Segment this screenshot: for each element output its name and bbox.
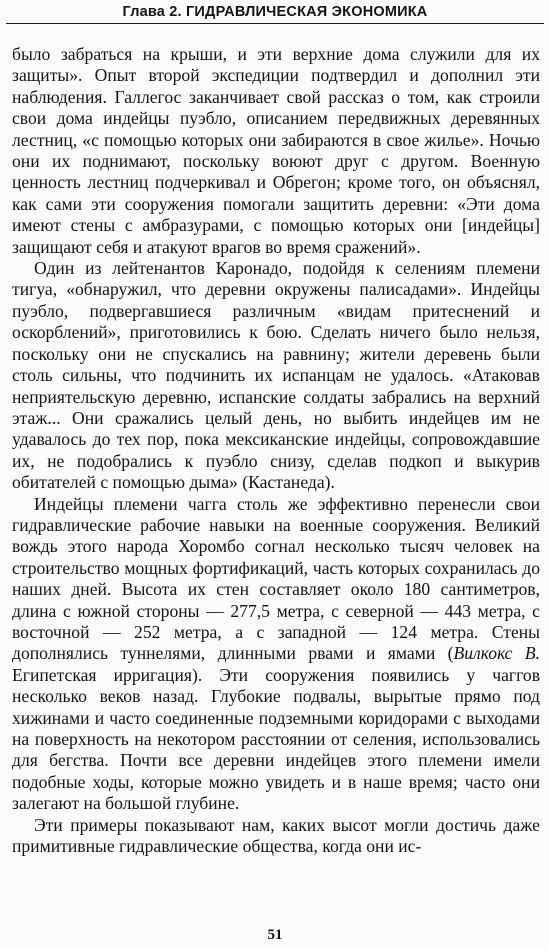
- paragraph-1: было забраться на крыши, и эти верхние дома служили для их защиты». Опыт второй экспедиции подтвердил и дополнил эти наблюдения. Галлегос заканчивает свой рассказ о том, как строили свои дома индейцы пуэбло, описанием передвижных деревянных лестниц, «с помощью которых они забираются в свое жилье». Ночью они их поднимают, поскольку воюют друг с другом. Военную ценность лестниц подчеркивал и Обрегон; кроме того, он объяснял, как сами эти сооружения помогали защитить деревни: «Эти дома имеют стены с амбразурами, с помощью которых они [индейцы] защищают себя и атакуют врагов во время сражений».: [12, 44, 540, 257]
- body-text: [12, 44, 540, 857]
- paragraph-3-text-after: Египетская ирригация). Эти сооружения появились у чаггов несколько веков назад. Глубокие подвалы, вырытые прямо под хижинами и часто соединенные подземными коридорами с выходами на поверхность на некотором расстоянии от селения, использовались для бегства. Почти все деревни индейцев этого племени имели подобные ходы, которые можно увидеть и в наше время; часто они залегают на большой глубине.: [12, 664, 540, 814]
- citation-author: Вилкокс В.: [453, 643, 541, 664]
- paragraph-3-text-before: Индейцы племени чагга столь же эффективно перенесли свои гидравлические рабочие навыки на военные сооружения. Великий вождь этого народа Хоромбо согнал несколько тысяч человек на строительство мощных фортификаций, часть которых сохранилась до наших дней. Высота их стен составляет около 180 сантиметров, длина с южной стороны — 277,5 метра, с северной — 443 метра, с восточной — 252 метра, а с западной — 124 метра. Стены дополнялись туннелями, длинными рвами и ямами (: [12, 493, 540, 664]
- running-head: Глава 2. ГИДРАВЛИЧЕСКАЯ ЭКОНОМИКА: [122, 4, 428, 20]
- paragraph-3: [12, 494, 540, 815]
- paragraph-2: Один из лейтенантов Каронадо, подойдя к селениям племени тигуа, «обнаружил, что деревни окружены палисадами». Индейцы пуэбло, подвергавшиеся различным «видам притеснений и оскорблений», приготовились к бою. Сделать ничего было нельзя, поскольку они не спускались на равнину; жители деревень были столь сильны, что подчинить их испанцам не удалось. «Атаковав неприятельскую деревню, испанские солдаты забрались на верхний этаж... Они сражались целый день, но выбить индейцев им не удавалось до тех пор, пока мексиканские индейцы, сопровождавшие их, не подобрались к пуэбло снизу, сделав подкоп и выкурив обитателей с помощью дыма» (Кастанеда).: [12, 258, 540, 493]
- header-rule: [6, 23, 544, 24]
- page-number: 51: [267, 927, 283, 943]
- paragraph-4: Эти примеры показывают нам, каких высот могли достичь даже примитивные гидравлические общества, когда они ис-: [12, 814, 540, 857]
